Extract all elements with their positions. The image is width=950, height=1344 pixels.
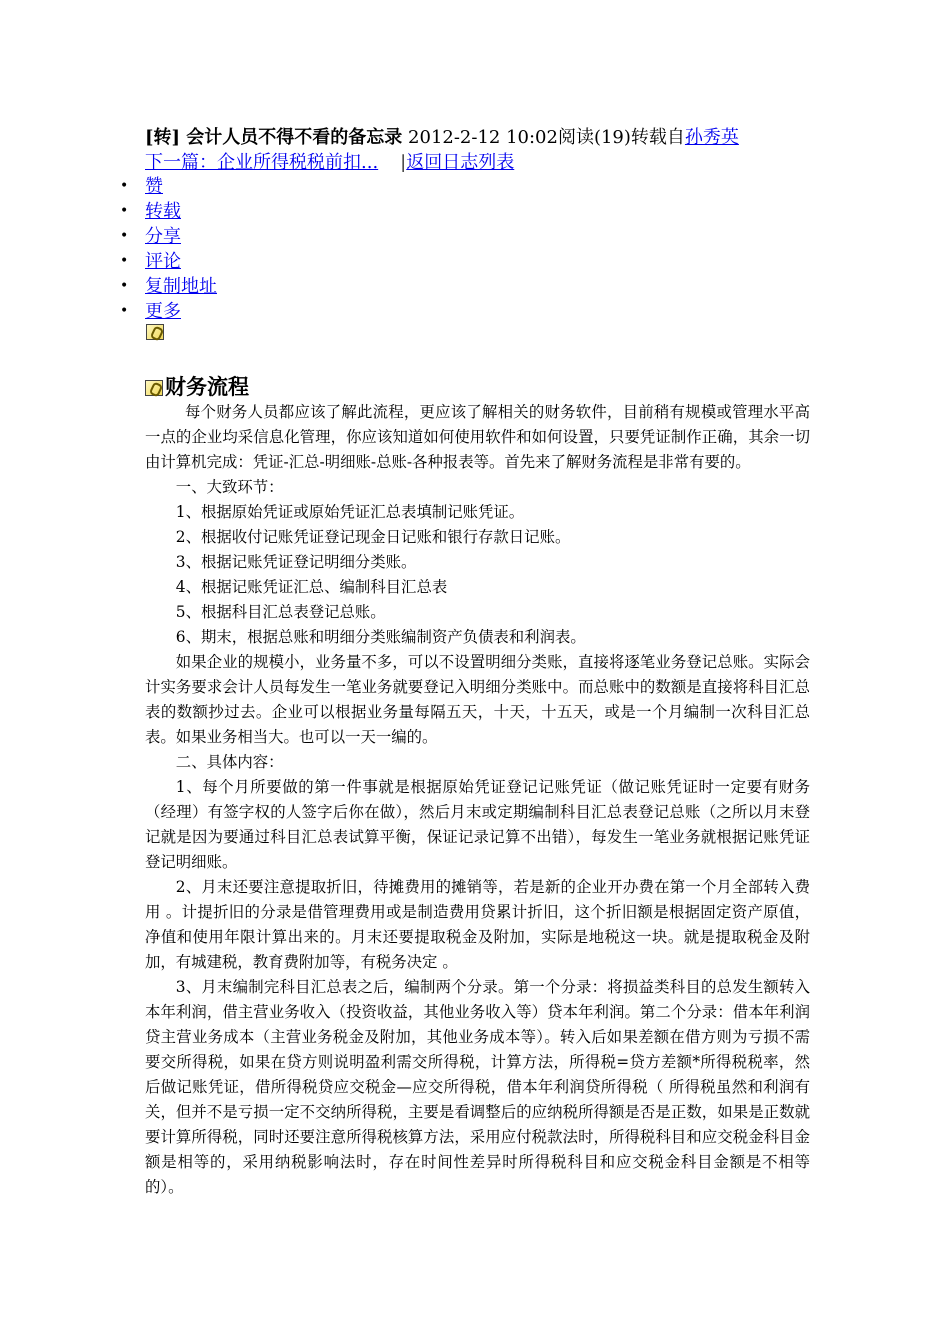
like-link[interactable]: 赞 [145, 176, 163, 197]
bullet: • [120, 278, 129, 294]
section-title: 财务流程 [165, 374, 249, 399]
paragraph: 3、根据记账凭证登记明细分类账。 [175, 553, 417, 571]
author-link[interactable]: 孙秀英 [684, 127, 739, 148]
comment-link[interactable]: 评论 [145, 251, 181, 272]
paragraph: 2、根据收付记账凭证登记现金日记账和银行存款日记账。 [175, 528, 571, 546]
paragraph: 5、根据科目汇总表登记总账。 [175, 603, 386, 621]
post-title: [转] 会计人员不得不看的备忘录 [145, 127, 403, 148]
article-body [145, 400, 810, 1200]
paragraph: 2、月末还要注意提取折旧，待摊费用的摊销等，若是新的企业开办费在第一个月全部转入费用 。计提折旧的分录是借管理费用或是制造费用贷累计折旧，这个折旧额是根据固定资产原值，净值和使用年限计算出来的。月末还要提取税金及附加，实际是地税这一块。就是提取税金及附加，有城建税，教育费附加等，有税务决定 。 [145, 878, 810, 971]
bullet: • [120, 228, 129, 244]
paragraph: 每个财务人员都应该了解此流程，更应该了解相关的财务软件，目前稍有规模或管理水平高一点的企业均采信息化管理，你应该知道如何使用软件和如何设置，只要凭证制作正确，其余一切由计算机完成：凭证-汇总-明细账-总账-各种报表等。首先来了解财务流程是非常有要的。 [145, 403, 810, 471]
paragraph: 4、根据记账凭证汇总、编制科目汇总表 [175, 578, 448, 596]
copy-address-link[interactable]: 复制地址 [145, 276, 217, 297]
image-placeholder-icon [145, 380, 163, 396]
post-meta: 2012-2-12 10:02阅读(19)转载自 [402, 127, 685, 148]
bullet: • [120, 303, 129, 319]
next-post-link[interactable]: 下一篇：企业所得税税前扣... [145, 152, 379, 173]
paragraph: 1、根据原始凭证或原始凭证汇总表填制记账凭证。 [175, 503, 525, 521]
paragraph: 3、月末编制完科目汇总表之后，编制两个分录。第一个分录：将损益类科目的总发生额转入本年利润，借主营业务收入（投资收益，其他业务收入等）贷本年利润。第二个分录：借本年利润贷主营业务成本（主营业务税金及附加，其他业务成本等）。转入后如果差额在借方则为亏损不需要交所得税，如果在贷方则说明盈利需交所得税，计算方法，所得税=贷方差额*所得税税率，然后做记账凭证，借所得税贷应交税金—应交所得税，借本年利润贷所得税（ 所得税虽然和利润有关，但并不是亏损一定不交纳所得税，主要是看调整后的应纳税所得额是否是正数，如果是正数就要计算所得税，同时还要注意所得税核算方法，采用应付税款法时，所得税科目和应交税金科目金额是相等的，采用纳税影响法时，存在时间性差异时所得税科目和应交税金科目金额是不相等的）。 [145, 978, 810, 1196]
bullet: • [120, 203, 129, 219]
bullet: • [120, 178, 129, 194]
paragraph: 一、大致环节： [175, 478, 284, 496]
image-placeholder-icon [146, 324, 164, 340]
paragraph: 1、每个月所要做的第一件事就是根据原始凭证登记记账凭证（做记账凭证时一定要有财务（经理）有签字权的人签字后你在做），然后月末或定期编制科目汇总表登记总账（之所以月末登记就是因为要通过科目汇总表试算平衡，保证记录记算不出错），每发生一笔业务就根据记账凭证登记明细账。 [145, 778, 810, 871]
nav-separator: | [400, 152, 407, 173]
more-link[interactable]: 更多 [145, 301, 181, 322]
bullet: • [120, 253, 129, 269]
share-link[interactable]: 分享 [145, 226, 181, 247]
paragraph: 6、期末，根据总账和明细分类账编制资产负债表和利润表。 [175, 628, 586, 646]
paragraph: 如果企业的规模小，业务量不多，可以不设置明细分类账，直接将逐笔业务登记总账。实际会计实务要求会计人员每发生一笔业务就要登记入明细分类账中。而总账中的数额是直接将科目汇总表的数额抄过去。企业可以根据业务量每隔五天，十天，十五天，或是一个月编制一次科目汇总表。如果业务相当大。也可以一天一编的。 [145, 653, 810, 746]
repost-link[interactable]: 转载 [145, 201, 181, 222]
post-header [145, 126, 739, 150]
post-navigation [145, 151, 514, 175]
paragraph: 二、具体内容： [175, 753, 284, 771]
section-heading [145, 374, 249, 400]
back-to-list-link[interactable]: 返回日志列表 [406, 152, 515, 173]
